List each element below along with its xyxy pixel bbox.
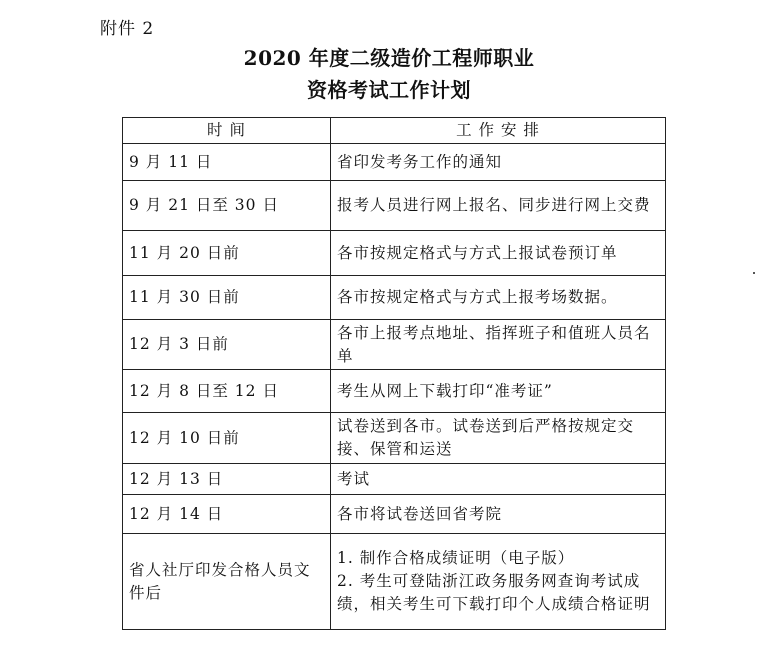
task-cell: 各市按规定格式与方式上报考场数据。 [331, 276, 666, 320]
table-row [123, 231, 666, 276]
column-header-time: 时 间 [123, 118, 331, 144]
table-row [123, 464, 666, 495]
time-cell: 12 月 10 日前 [123, 413, 331, 464]
stray-mark [753, 272, 755, 274]
task-cell [331, 534, 666, 630]
task-cell: 省印发考务工作的通知 [331, 144, 666, 181]
table-row [123, 370, 666, 413]
time-cell: 9 月 21 日至 30 日 [123, 181, 331, 231]
time-cell: 9 月 11 日 [123, 144, 331, 181]
time-cell: 12 月 3 日前 [123, 320, 331, 370]
table-row [123, 276, 666, 320]
task-line: 1. 制作合格成绩证明（电子版） [337, 549, 575, 567]
task-cell: 各市上报考点地址、指挥班子和值班人员名单 [331, 320, 666, 370]
exam-schedule-table [122, 117, 666, 630]
table-header-row [123, 118, 666, 144]
time-cell: 12 月 14 日 [123, 495, 331, 534]
table-row [123, 144, 666, 181]
task-cell: 考试 [331, 464, 666, 495]
table-row [123, 413, 666, 464]
table-row [123, 534, 666, 630]
task-cell: 试卷送到各市。试卷送到后严格按规定交接、保管和运送 [331, 413, 666, 464]
column-header-work: 工 作 安 排 [331, 118, 666, 144]
time-cell: 省人社厅印发合格人员文件后 [123, 534, 331, 630]
task-cell: 考生从网上下载打印“准考证” [331, 370, 666, 413]
time-cell: 11 月 20 日前 [123, 231, 331, 276]
table-row [123, 495, 666, 534]
task-cell: 报考人员进行网上报名、同步进行网上交费 [331, 181, 666, 231]
table-row [123, 320, 666, 370]
time-cell: 11 月 30 日前 [123, 276, 331, 320]
attachment-label: 附件 2 [100, 19, 155, 39]
table-row [123, 181, 666, 231]
task-cell: 各市将试卷送回省考院 [331, 495, 666, 534]
time-cell: 12 月 13 日 [123, 464, 331, 495]
document-title-line-2: 资格考试工作计划 [307, 78, 471, 102]
task-cell: 各市按规定格式与方式上报试卷预订单 [331, 231, 666, 276]
task-line: 2. 考生可登陆浙江政务服务网查询考试成绩，相关考生可下载打印个人成绩合格证明 [337, 572, 651, 613]
document-title-line-1: 2020 年度二级造价工程师职业 [243, 46, 535, 70]
time-cell: 12 月 8 日至 12 日 [123, 370, 331, 413]
